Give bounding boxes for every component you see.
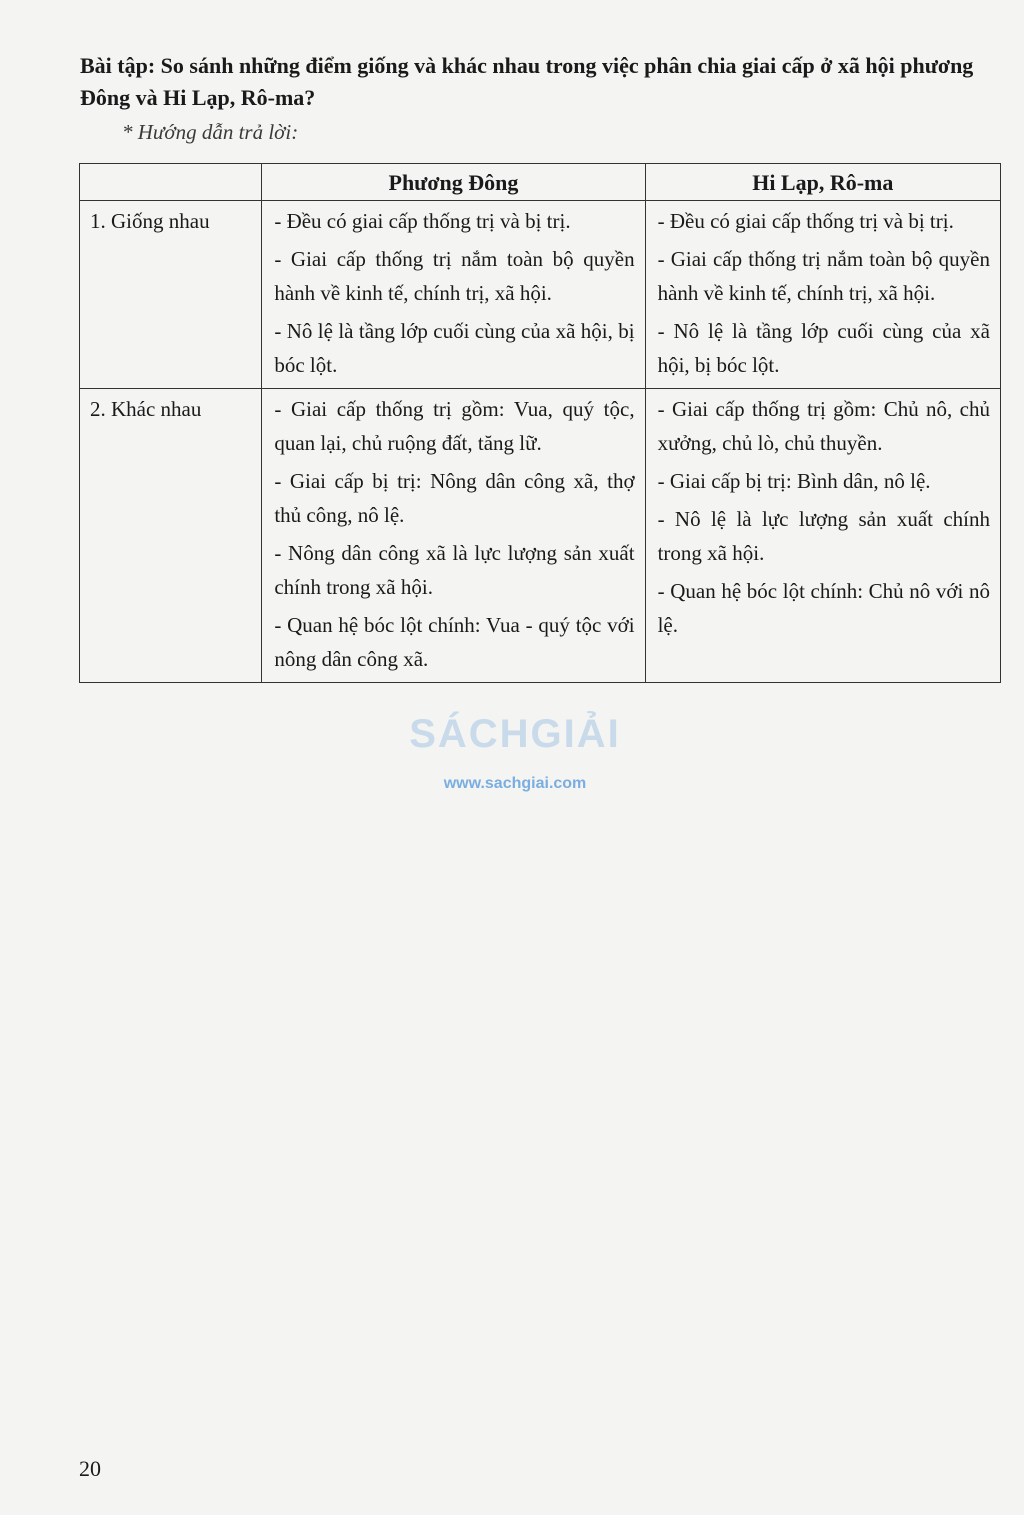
greece-rome-point: - Giai cấp thống trị gồm: Chủ nô, chủ xưởng, chủ lò, chủ thuyền.: [657, 397, 990, 455]
header-corner: [80, 164, 262, 201]
comparison-table: [79, 163, 1001, 683]
east-point: - Giai cấp thống trị nắm toàn bộ quyền hành về kinh tế, chính trị, xã hội.: [274, 247, 635, 305]
greece-rome-cell: [645, 389, 1000, 683]
east-point: - Đều có giai cấp thống trị và bị trị.: [274, 209, 571, 233]
watermark-logo: SÁCHGIẢI: [409, 712, 621, 756]
table-row: [80, 389, 1001, 683]
east-cell: [262, 201, 645, 389]
watermark-url: www.sachgiai.com: [443, 775, 587, 792]
east-point: - Quan hệ bóc lột chính: Vua - quý tộc với nông dân công xã.: [274, 613, 635, 671]
page-number: 20: [79, 1456, 101, 1481]
row-label: 1. Giống nhau: [80, 201, 262, 389]
east-point: - Nông dân công xã là lực lượng sản xuất chính trong xã hội.: [274, 541, 635, 599]
row-label: 2. Khác nhau: [80, 389, 262, 683]
greece-rome-point: - Giai cấp thống trị nắm toàn bộ quyền hành về kinh tế, chính trị, xã hội.: [657, 247, 990, 305]
table-header-row: [80, 164, 1001, 201]
watermark: [380, 712, 650, 794]
greece-rome-point: - Đều có giai cấp thống trị và bị trị.: [657, 209, 954, 233]
greece-rome-point: - Quan hệ bóc lột chính: Chủ nô với nô lệ.: [657, 579, 990, 637]
greece-rome-cell: [645, 201, 1000, 389]
table-row: [80, 201, 1001, 389]
exercise-heading: Bài tập: So sánh những điểm giống và khác nhau trong việc phân chia giai cấp ở xã hội phương Đông và Hi Lạp, Rô-ma?: [80, 53, 974, 110]
answer-guide-label: * Hướng dẫn trả lời:: [122, 120, 299, 144]
east-cell: [262, 389, 645, 683]
greece-rome-point: - Nô lệ là lực lượng sản xuất chính trong xã hội.: [657, 507, 990, 565]
greece-rome-point: - Giai cấp bị trị: Bình dân, nô lệ.: [657, 469, 931, 493]
east-point: - Nô lệ là tầng lớp cuối cùng của xã hội, bị bóc lột.: [274, 319, 635, 377]
header-east: Phương Đông: [262, 164, 645, 201]
greece-rome-point: - Nô lệ là tầng lớp cuối cùng của xã hội, bị bóc lột.: [657, 319, 990, 377]
east-point: - Giai cấp thống trị gồm: Vua, quý tộc, quan lại, chủ ruộng đất, tăng lữ.: [274, 397, 635, 455]
east-point: - Giai cấp bị trị: Nông dân công xã, thợ thủ công, nô lệ.: [274, 469, 635, 527]
header-greece-rome: Hi Lạp, Rô-ma: [645, 164, 1000, 201]
